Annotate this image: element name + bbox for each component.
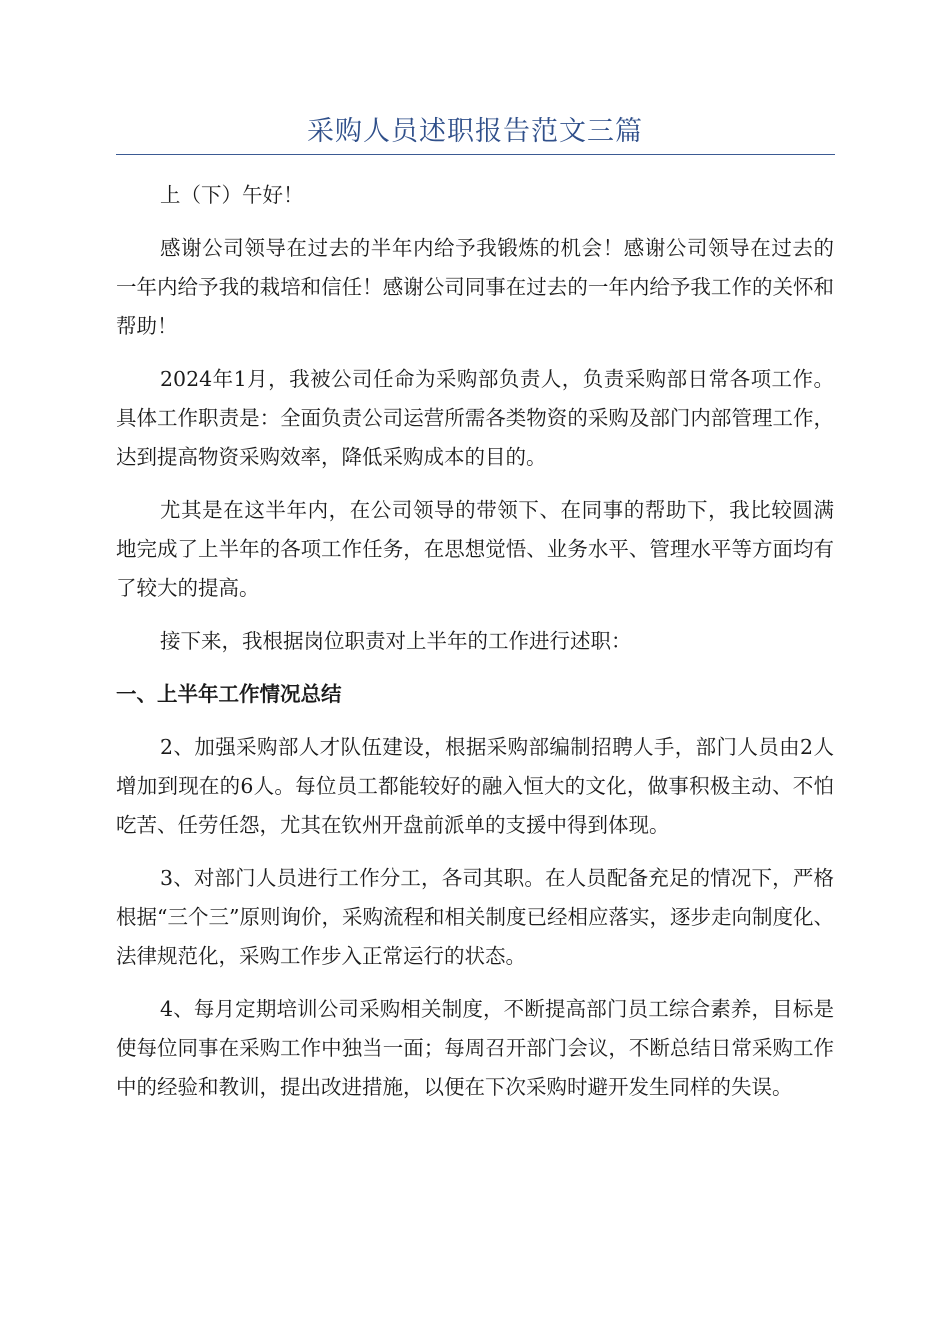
paragraph-appointment: 2024年1月，我被公司任命为采购部负责人，负责采购部日常各项工作。具体工作职责是：全面负责公司运营所需各类物资的采购及部门内部管理工作，达到提高物资采购效率，降低采购成本的目的。 (116, 367, 834, 469)
document-title: 采购人员述职报告范文三篇 (307, 116, 643, 147)
paragraph-achievement: 尤其是在这半年内，在公司领导的带领下、在同事的帮助下，我比较圆满地完成了上半年的各项工作任务，在思想觉悟、业务水平、管理水平等方面均有了较大的提高。 (116, 498, 834, 600)
greeting: 上（下）午好！ (160, 183, 304, 207)
paragraph-intro: 接下来，我根据岗位职责对上半年的工作进行述职： (160, 629, 632, 653)
list-item: 4、每月定期培训公司采购相关制度，不断提高部门员工综合素养，目标是使每位同事在采购工作中独当一面；每周召开部门会议，不断总结日常采购工作中的经验和教训，提出改进措施，以便在下次采购时避开发生同样的失误。 (116, 997, 834, 1099)
list-item: 2、加强采购部人才队伍建设，根据采购部编制招聘人手，部门人员由2人增加到现在的6人。每位员工都能较好的融入恒大的文化，做事积极主动、不怕吃苦、任劳任怨，尤其在钦州开盘前派单的支援中得到体现。 (116, 735, 834, 837)
title-underline (116, 154, 835, 155)
paragraph-thanks: 感谢公司领导在过去的半年内给予我锻炼的机会！感谢公司领导在过去的一年内给予我的栽培和信任！感谢公司同事在过去的一年内给予我工作的关怀和帮助！ (116, 236, 834, 338)
document-body (116, 176, 834, 1121)
list-item: 3、对部门人员进行工作分工，各司其职。在人员配备充足的情况下，严格根据“三个三”原则询价，采购流程和相关制度已经相应落实，逐步走向制度化、法律规范化，采购工作步入正常运行的状态。 (116, 866, 834, 968)
section-heading: 一、上半年工作情况总结 (116, 682, 342, 706)
